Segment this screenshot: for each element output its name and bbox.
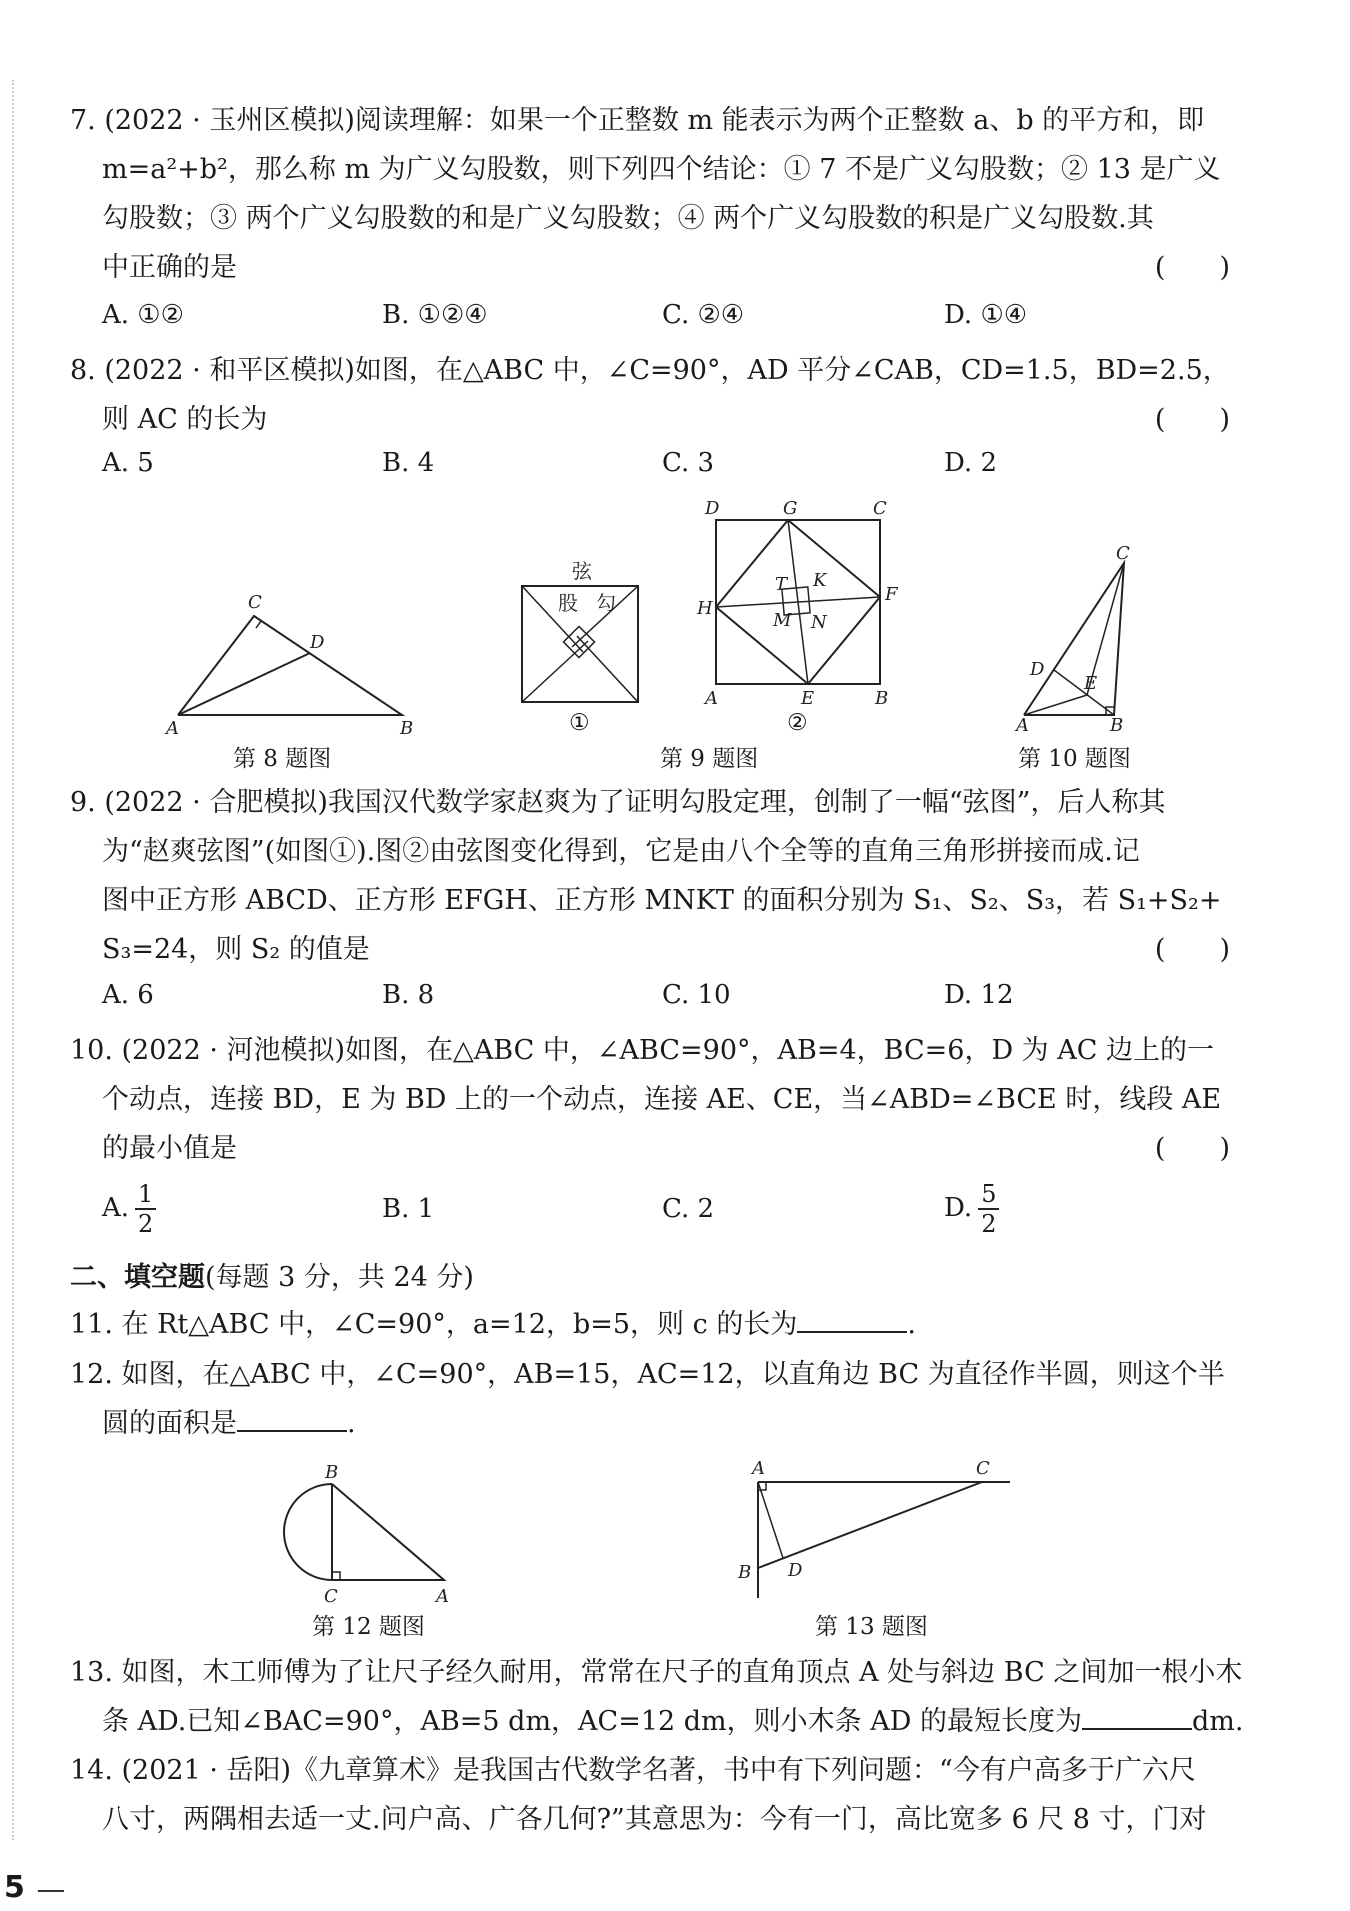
question-9-line-4 [70,925,1250,974]
figure-12-caption: 第 12 题图 [312,1614,425,1640]
option-c: C. 3 [662,448,715,478]
option-a [102,1180,156,1238]
option-d-label: D. [944,1193,973,1223]
question-10-line-3-text: 的最小值是 [102,1133,237,1164]
answer-bracket: ( ) [1154,404,1230,435]
question-14 [70,1746,1250,1844]
answer-blank[interactable] [797,1303,907,1333]
figure-10-caption: 第 10 题图 [1018,746,1131,772]
fraction-numerator: 5 [978,1180,999,1210]
fig12-label-a: A [436,1586,449,1607]
question-10-line-2: 个动点，连接 BD，E 为 BD 上的一个动点，连接 AE、CE，当∠ABD=∠BCE 时，线段 AE [102,1084,1222,1115]
question-10-line-3 [70,1124,1250,1173]
question-9-line-2: 为“赵爽弦图”(如图①).图②由弦图变化得到，它是由八个全等的直角三角形拼接而成.记 [102,836,1140,867]
question-14-line-2: 八寸，两隅相去适一丈.问户高、广各几何?”其意思为：今有一门，高比宽多 6 尺 8 寸，门对 [102,1804,1207,1835]
question-13-line-2 [70,1697,1250,1746]
page-number: 5 [4,1870,25,1905]
question-8 [70,346,1250,444]
fig9b-label-b: B [875,688,889,708]
figure-8 [160,580,420,740]
fig8-label-d: D [310,632,325,653]
option-c: C. ②④ [662,300,745,330]
option-d-fraction [978,1180,999,1238]
fig9a-label-gu: 股 [558,591,578,615]
option-a: A. 5 [102,448,154,478]
question-8-options [102,448,1202,492]
question-13-line-2-text: 条 AD.已知∠BAC=90°，AB=5 dm，AC=12 dm，则小木条 AD 的最短长度为 [102,1706,1082,1737]
fig9b-label-f: F [885,584,898,605]
question-13-unit: dm. [1191,1706,1244,1737]
question-10 [70,1026,1250,1173]
question-10-line-1: 10. (2022 · 河池模拟)如图，在△ABC 中，∠ABC=90°，AB=4，BC=6，D 为 AC 边上的一 [70,1035,1214,1066]
answer-bracket: ( ) [1154,934,1230,965]
option-c: C. 2 [662,1194,715,1224]
option-a-fraction [135,1180,156,1238]
figure-13 [730,1448,1020,1608]
option-c: C. 10 [662,980,731,1010]
question-13-line-1: 13. 如图，木工师傅为了让尺子经久耐用，常常在尺子的直角顶点 A 处与斜边 BC 之间加一根小木 [70,1657,1243,1688]
question-14-line-1: 14. (2021 · 岳阳)《九章算术》是我国古代数学名著，书中有下列问题：“今有户高多于广六尺 [70,1755,1196,1786]
question-9-options [102,980,1202,1024]
fraction-denominator: 2 [138,1210,154,1238]
figure-12 [268,1462,468,1612]
answer-bracket: ( ) [1154,1133,1230,1164]
fig9b-label-d: D [705,498,720,519]
fig10-label-a: A [1016,715,1029,735]
question-11-text: 11. 在 Rt△ABC 中，∠C=90°，a=12，b=5，则 c 的长为 [70,1309,798,1340]
fig8-label-a: A [166,718,179,739]
question-9-line-1: 9. (2022 · 合肥模拟)我国汉代数学家赵爽为了证明勾股定理，创制了一幅“弦图”，后人称其 [70,787,1166,818]
option-d [944,1180,999,1238]
fig9a-label-xian: 弦 [572,559,592,583]
question-7-line-4-text: 中正确的是 [102,252,237,283]
fig10-label-c: C [1116,545,1130,564]
fig10-label-b: B [1110,715,1124,735]
fig13-label-c: C [976,1458,990,1479]
fraction-denominator: 2 [981,1210,997,1238]
option-d: D. ①④ [944,300,1028,330]
question-8-line-1: 8. (2022 · 和平区模拟)如图，在△ABC 中，∠C=90°，AD 平分∠CAB，CD=1.5，BD=2.5， [70,355,1230,386]
question-7-line-1: 7. (2022 · 玉州区模拟)阅读理解：如果一个正整数 m 能表示为两个正整数 a、b 的平方和，即 [70,105,1205,136]
question-7-line-3: 勾股数；③ 两个广义勾股数的和是广义勾股数；④ 两个广义勾股数的积是广义勾股数.其 [102,203,1154,234]
option-a-label: A. [102,1193,130,1223]
fig9b-label-g: G [783,498,798,519]
binding-margin-line [12,80,14,1840]
option-b: B. 8 [382,980,435,1010]
fig10-label-d: D [1030,659,1045,680]
question-8-line-2-text: 则 AC 的长为 [102,404,268,435]
fig9b-label-c: C [873,498,887,519]
section-2-title: 二、填空题 [70,1262,205,1293]
question-7 [70,96,1250,292]
answer-bracket: ( ) [1154,252,1230,283]
question-7-line-4 [70,243,1250,292]
fig9b-label-t: T [775,574,788,595]
figure-9-2-caption: ② [787,710,808,736]
question-11-line-1 [70,1300,1250,1349]
question-12 [70,1350,1250,1448]
question-7-line-2: m=a²+b²，那么称 m 为广义勾股数，则下列四个结论：① 7 不是广义勾股数；② 13 是广义 [102,154,1221,185]
question-12-line-2-text: 圆的面积是 [102,1408,237,1439]
option-a: A. ①② [102,300,184,330]
question-13 [70,1648,1250,1746]
question-11 [70,1300,1250,1349]
question-9 [70,778,1250,974]
section-2-heading [70,1256,474,1300]
fig8-label-b: B [400,718,414,739]
fig9b-label-e: E [801,688,815,708]
fig8-label-c: C [248,592,262,613]
question-10-options [102,1180,1202,1240]
question-9-line-3: 图中正方形 ABCD、正方形 EFGH、正方形 MNKT 的面积分别为 S₁、S₂、S₃，若 S₁+S₂+ [102,885,1222,916]
figure-9-caption: 第 9 题图 [660,746,759,772]
option-b: B. 1 [382,1194,435,1224]
question-11-end: . [907,1309,916,1340]
question-12-line-1: 12. 如图，在△ABC 中，∠C=90°，AB=15，AC=12，以直角边 BC 为直径作半圆，则这个半 [70,1359,1225,1390]
fig9b-label-h: H [697,598,713,619]
fig12-label-b: B [325,1462,339,1483]
fig10-label-e: E [1084,673,1098,694]
answer-blank[interactable] [1082,1700,1192,1730]
question-12-line-2 [70,1399,1250,1448]
fig13-label-b: B [738,1562,752,1583]
question-8-line-2 [70,395,1250,444]
figure-9-1-caption: ① [569,710,590,736]
section-2-note: (每题 3 分，共 24 分) [205,1262,474,1293]
page-number-dash [38,1890,64,1892]
figure-8-caption: 第 8 题图 [233,746,332,772]
figure-13-caption: 第 13 题图 [815,1614,928,1640]
fig9a-label-gou: 勾 [596,591,616,615]
fig9b-label-a: A [705,688,718,708]
fig13-label-a: A [752,1458,765,1479]
fig9b-label-m: M [773,610,792,631]
fraction-numerator: 1 [135,1180,156,1210]
fig13-label-d: D [788,1560,803,1581]
fig9b-label-n: N [811,612,827,633]
question-12-end: . [347,1408,356,1439]
option-d: D. 12 [944,980,1014,1010]
question-9-line-4-text: S₃=24，则 S₂ 的值是 [102,934,370,965]
option-b: B. ①②④ [382,300,488,330]
option-d: D. 2 [944,448,997,478]
fig9b-label-k: K [813,570,827,591]
option-b: B. 4 [382,448,435,478]
question-7-options [102,300,1202,344]
figure-10 [1010,545,1150,735]
figure-9-2 [695,498,905,708]
figure-9-1 [510,558,640,708]
fig12-label-c: C [324,1586,338,1607]
answer-blank[interactable] [237,1402,347,1432]
option-a: A. 6 [102,980,154,1010]
